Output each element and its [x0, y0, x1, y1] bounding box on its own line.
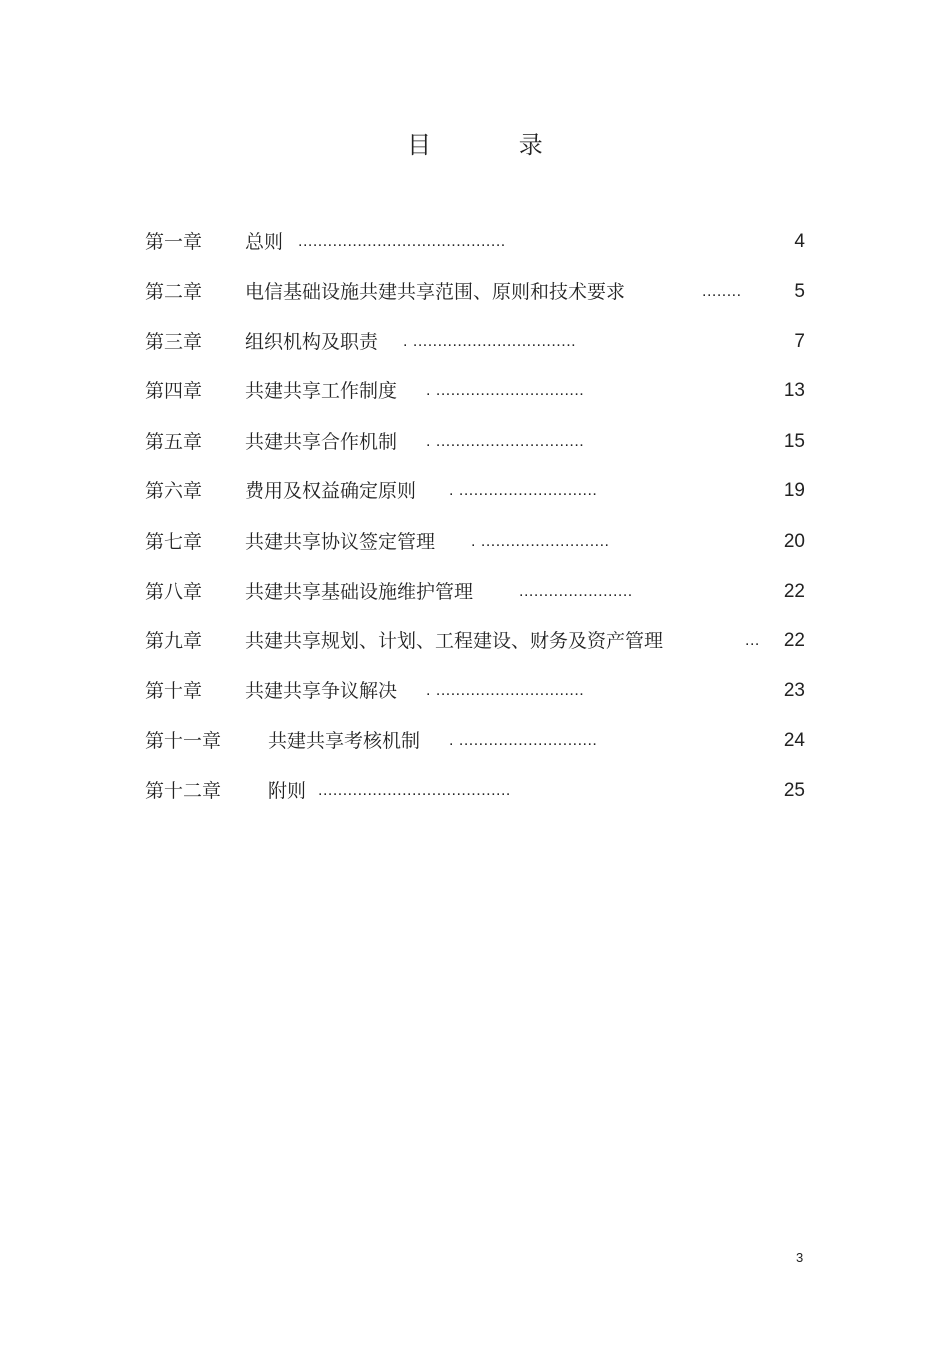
toc-leader-dots: . ..............................	[426, 382, 585, 399]
toc-page-number: 4	[794, 231, 805, 252]
toc-chapter: 第三章	[145, 331, 203, 353]
toc-entry	[0, 626, 950, 656]
toc-chapter: 第四章	[145, 380, 203, 402]
toc-heading: 共建共享工作制度	[245, 380, 398, 402]
toc-page-number: 23	[783, 680, 805, 701]
toc-page-number: 15	[783, 431, 805, 452]
toc-leader-dots: . ..........................	[471, 533, 610, 550]
toc-page-number: 20	[783, 531, 805, 552]
toc-entry	[0, 327, 950, 357]
toc-heading: 电信基础设施共建共享范围、原则和技术要求	[245, 281, 626, 303]
toc-entry	[0, 726, 950, 756]
toc-heading: 共建共享协议签定管理	[245, 531, 436, 553]
toc-page-number: 25	[783, 780, 805, 801]
toc-entry	[0, 427, 950, 457]
toc-chapter: 第八章	[145, 581, 203, 603]
toc-page-number: 22	[783, 581, 805, 602]
toc-leader-dots: .......................	[519, 583, 633, 600]
toc-page-number: 24	[783, 730, 805, 751]
toc-heading: 共建共享规划、计划、工程建设、财务及资产管理	[245, 630, 664, 652]
toc-heading: 组织机构及职责	[245, 331, 379, 353]
toc-leader-dots: . ............................	[449, 732, 598, 749]
toc-chapter: 第十二章	[145, 780, 222, 802]
footer-page-number: 3	[796, 1250, 804, 1265]
toc-leader-dots: . ..............................	[426, 433, 585, 450]
toc-heading: 共建共享争议解决	[245, 680, 398, 702]
toc-page-number: 19	[783, 480, 805, 501]
toc-heading: 附则	[268, 780, 307, 802]
toc-leader-dots: . ..............................	[426, 682, 585, 699]
toc-heading: 共建共享基础设施维护管理	[245, 581, 474, 603]
toc-leader-dots: ..........................................	[298, 233, 506, 250]
toc-chapter: 第十一章	[145, 730, 222, 752]
toc-page-number: 5	[794, 281, 805, 302]
toc-entry	[0, 676, 950, 706]
toc-page-number: 13	[783, 380, 805, 401]
toc-chapter: 第五章	[145, 431, 203, 453]
toc-entry	[0, 227, 950, 257]
toc-entry	[0, 277, 950, 307]
toc-leader-dots: . .................................	[403, 333, 577, 350]
toc-entry	[0, 776, 950, 806]
toc-leader-dots: .......................................	[318, 782, 511, 799]
toc-page-number: 22	[783, 630, 805, 651]
toc-chapter: 第一章	[145, 231, 203, 253]
toc-chapter: 第七章	[145, 531, 203, 553]
toc-entry	[0, 527, 950, 557]
toc-entry	[0, 476, 950, 506]
toc-entry	[0, 376, 950, 406]
toc-page-number: 7	[794, 331, 805, 352]
toc-heading: 费用及权益确定原则	[245, 480, 417, 502]
toc-heading: 总则	[245, 231, 284, 253]
toc-heading: 共建共享合作机制	[245, 431, 398, 453]
toc-leader-dots: ........	[702, 283, 742, 300]
toc-chapter: 第二章	[145, 281, 203, 303]
toc-leader-dots: . ............................	[449, 482, 598, 499]
toc-chapter: 第十章	[145, 680, 203, 702]
toc-chapter: 第九章	[145, 630, 203, 652]
toc-chapter: 第六章	[145, 480, 203, 502]
toc-title: 目 录	[407, 131, 583, 159]
toc-leader-dots: ...	[745, 632, 760, 649]
toc-heading: 共建共享考核机制	[268, 730, 421, 752]
toc-entry	[0, 577, 950, 607]
